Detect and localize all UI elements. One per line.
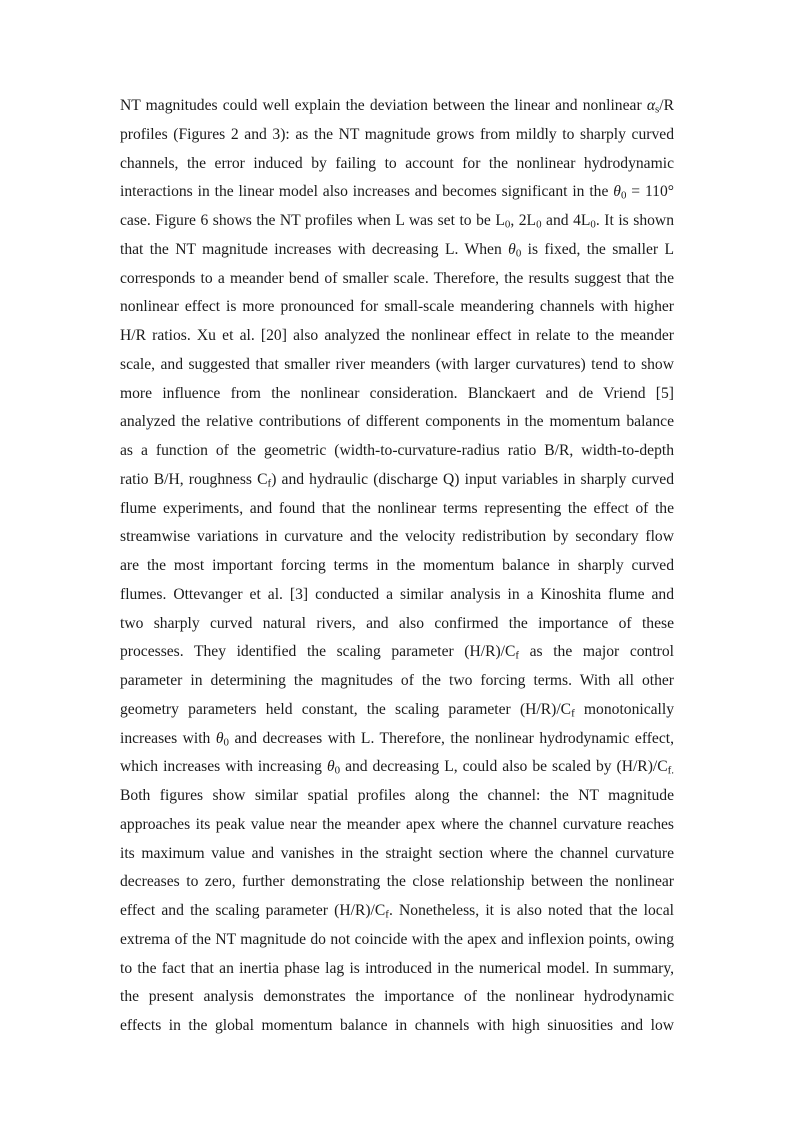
text-run: streamwise variations in curvature and the velocity redistribution by secondary flow bbox=[120, 528, 674, 546]
text-run: . Nonetheless, it is also noted that the local bbox=[388, 902, 674, 919]
text-run: monotonically bbox=[574, 700, 675, 718]
text-run: as a function of the geometric (width-to-curvature-radius ratio B/R, width-to-depth bbox=[120, 442, 674, 459]
text-run: flume experiments, and found that the nonlinear terms representing the effect of the bbox=[120, 499, 674, 517]
text-line bbox=[120, 868, 674, 897]
math-symbol: α bbox=[646, 97, 656, 114]
text-run: analyzed the relative contributions of different components in the momentum balance bbox=[120, 413, 674, 431]
subscript: 0 bbox=[223, 736, 229, 749]
text-run: and decreasing L, could also be scaled by (H/R)/C bbox=[340, 758, 668, 776]
text-run: decreases to zero, further demonstrating the close relationship between the nonlinear bbox=[120, 873, 674, 891]
text-line bbox=[120, 408, 674, 437]
text-line bbox=[120, 897, 674, 926]
text-run: H/R ratios. Xu et al. [20] also analyzed the nonlinear effect in relate to the meander bbox=[120, 327, 674, 344]
text-run: interactions in the linear model also increases and becomes significant in the bbox=[120, 183, 614, 201]
text-run: is fixed, the smaller L bbox=[521, 240, 674, 258]
subscript: 0 bbox=[590, 218, 596, 231]
text-run: /R bbox=[659, 97, 674, 114]
text-run: as the major control bbox=[519, 643, 675, 661]
subscript: f. bbox=[667, 764, 674, 777]
text-line bbox=[120, 351, 674, 380]
text-line bbox=[120, 178, 674, 207]
text-run: , 2L bbox=[510, 212, 537, 229]
text-line bbox=[120, 523, 674, 552]
text-run: more influence from the nonlinear consideration. Blanckaert and de Vriend [5] bbox=[120, 384, 674, 402]
text-run: are the most important forcing terms in the momentum balance in sharply curved bbox=[120, 557, 674, 574]
text-line bbox=[120, 638, 674, 667]
text-line bbox=[120, 437, 674, 466]
text-line bbox=[120, 926, 674, 955]
text-run: NT magnitudes could well explain the deviation between the linear and nonlinear bbox=[120, 97, 647, 114]
subscript: 0 bbox=[504, 218, 511, 231]
text-line bbox=[120, 983, 674, 1012]
text-line bbox=[120, 150, 674, 179]
text-run: parameter in determining the magnitudes of the two forcing terms. With all other bbox=[120, 672, 674, 689]
subscript: s bbox=[655, 103, 660, 116]
text-run: channels, the error induced by failing to account for the nonlinear hydrodynamic bbox=[120, 154, 674, 172]
subscript: 0 bbox=[334, 764, 341, 777]
text-line bbox=[120, 725, 674, 754]
subscript: 0 bbox=[515, 247, 522, 260]
text-line bbox=[120, 1012, 674, 1041]
text-run: ) and hydraulic (discharge Q) input variables in sharply curved bbox=[271, 470, 674, 488]
text-line bbox=[120, 610, 674, 639]
text-run: increases with bbox=[120, 729, 216, 747]
text-line bbox=[120, 466, 674, 495]
text-run: Both figures show similar spatial profiles along the channel: the NT magnitude bbox=[120, 787, 674, 804]
text-run: effect and the scaling parameter (H/R)/C bbox=[120, 902, 386, 919]
text-run: the present analysis demonstrates the importance of the nonlinear hydrodynamic bbox=[120, 988, 674, 1006]
math-symbol: θ bbox=[613, 183, 621, 201]
subscript: f bbox=[515, 649, 520, 662]
text-run: ratio B/H, roughness C bbox=[120, 470, 268, 488]
text-run: geometry parameters held constant, the scaling parameter (H/R)/C bbox=[120, 700, 572, 718]
text-line bbox=[120, 581, 674, 610]
math-symbol: θ bbox=[508, 240, 516, 258]
subscript: f bbox=[385, 908, 389, 921]
text-run: case. Figure 6 shows the NT profiles when L was set to be L bbox=[120, 212, 505, 229]
text-line bbox=[120, 236, 674, 265]
text-run: scale, and suggested that smaller river meanders (with larger curvatures) tend to show bbox=[120, 355, 674, 373]
text-line bbox=[120, 265, 674, 294]
text-run: extrema of the NT magnitude do not coincide with the apex and inflexion points, owing bbox=[120, 930, 674, 948]
text-run: flumes. Ottevanger et al. [3] conducted a similar analysis in a Kinoshita flume and bbox=[120, 585, 674, 603]
text-line bbox=[120, 782, 674, 811]
text-line bbox=[120, 207, 674, 236]
text-line bbox=[120, 667, 674, 696]
subscript: 0 bbox=[620, 189, 627, 202]
text-line bbox=[120, 696, 674, 725]
text-run: . It is shown bbox=[595, 212, 674, 229]
text-run: which increases with increasing bbox=[120, 758, 327, 776]
text-run: approaches its peak value near the meander apex where the channel curvature reaches bbox=[120, 815, 674, 833]
text-line bbox=[120, 380, 674, 409]
text-line bbox=[120, 293, 674, 322]
text-run: effects in the global momentum balance in channels with high sinuosities and low bbox=[120, 1017, 674, 1034]
text-run: nonlinear effect is more pronounced for small-scale meandering channels with higher bbox=[120, 298, 674, 316]
text-line bbox=[120, 840, 674, 869]
text-line bbox=[120, 322, 674, 351]
text-line bbox=[120, 121, 674, 150]
subscript: f bbox=[267, 477, 272, 490]
text-line bbox=[120, 92, 674, 121]
text-run: = 110° bbox=[626, 183, 674, 201]
text-line bbox=[120, 955, 674, 984]
text-run: profiles (Figures 2 and 3): as the NT magnitude grows from mildly to sharply curved bbox=[120, 125, 674, 143]
subscript: f bbox=[571, 707, 575, 720]
text-line bbox=[120, 552, 674, 581]
math-symbol: θ bbox=[215, 729, 224, 747]
subscript: 0 bbox=[536, 218, 542, 231]
math-symbol: θ bbox=[326, 758, 335, 776]
text-run: and decreases with L. Therefore, the nonlinear hydrodynamic effect, bbox=[228, 729, 674, 747]
text-run: and 4L bbox=[541, 212, 591, 229]
text-run: its maximum value and vanishes in the straight section where the channel curvature bbox=[120, 844, 674, 862]
text-run: two sharply curved natural rivers, and also confirmed the importance of these bbox=[120, 614, 674, 632]
text-line bbox=[120, 753, 674, 782]
text-line bbox=[120, 811, 674, 840]
text-run: that the NT magnitude increases with decreasing L. When bbox=[120, 240, 509, 258]
body-paragraph bbox=[120, 92, 674, 1041]
text-run: processes. They identified the scaling parameter (H/R)/C bbox=[120, 643, 516, 661]
text-run: corresponds to a meander bend of smaller scale. Therefore, the results suggest that the bbox=[120, 269, 674, 287]
text-line bbox=[120, 495, 674, 524]
text-run: to the fact that an inertia phase lag is introduced in the numerical model. In summary, bbox=[120, 959, 674, 977]
